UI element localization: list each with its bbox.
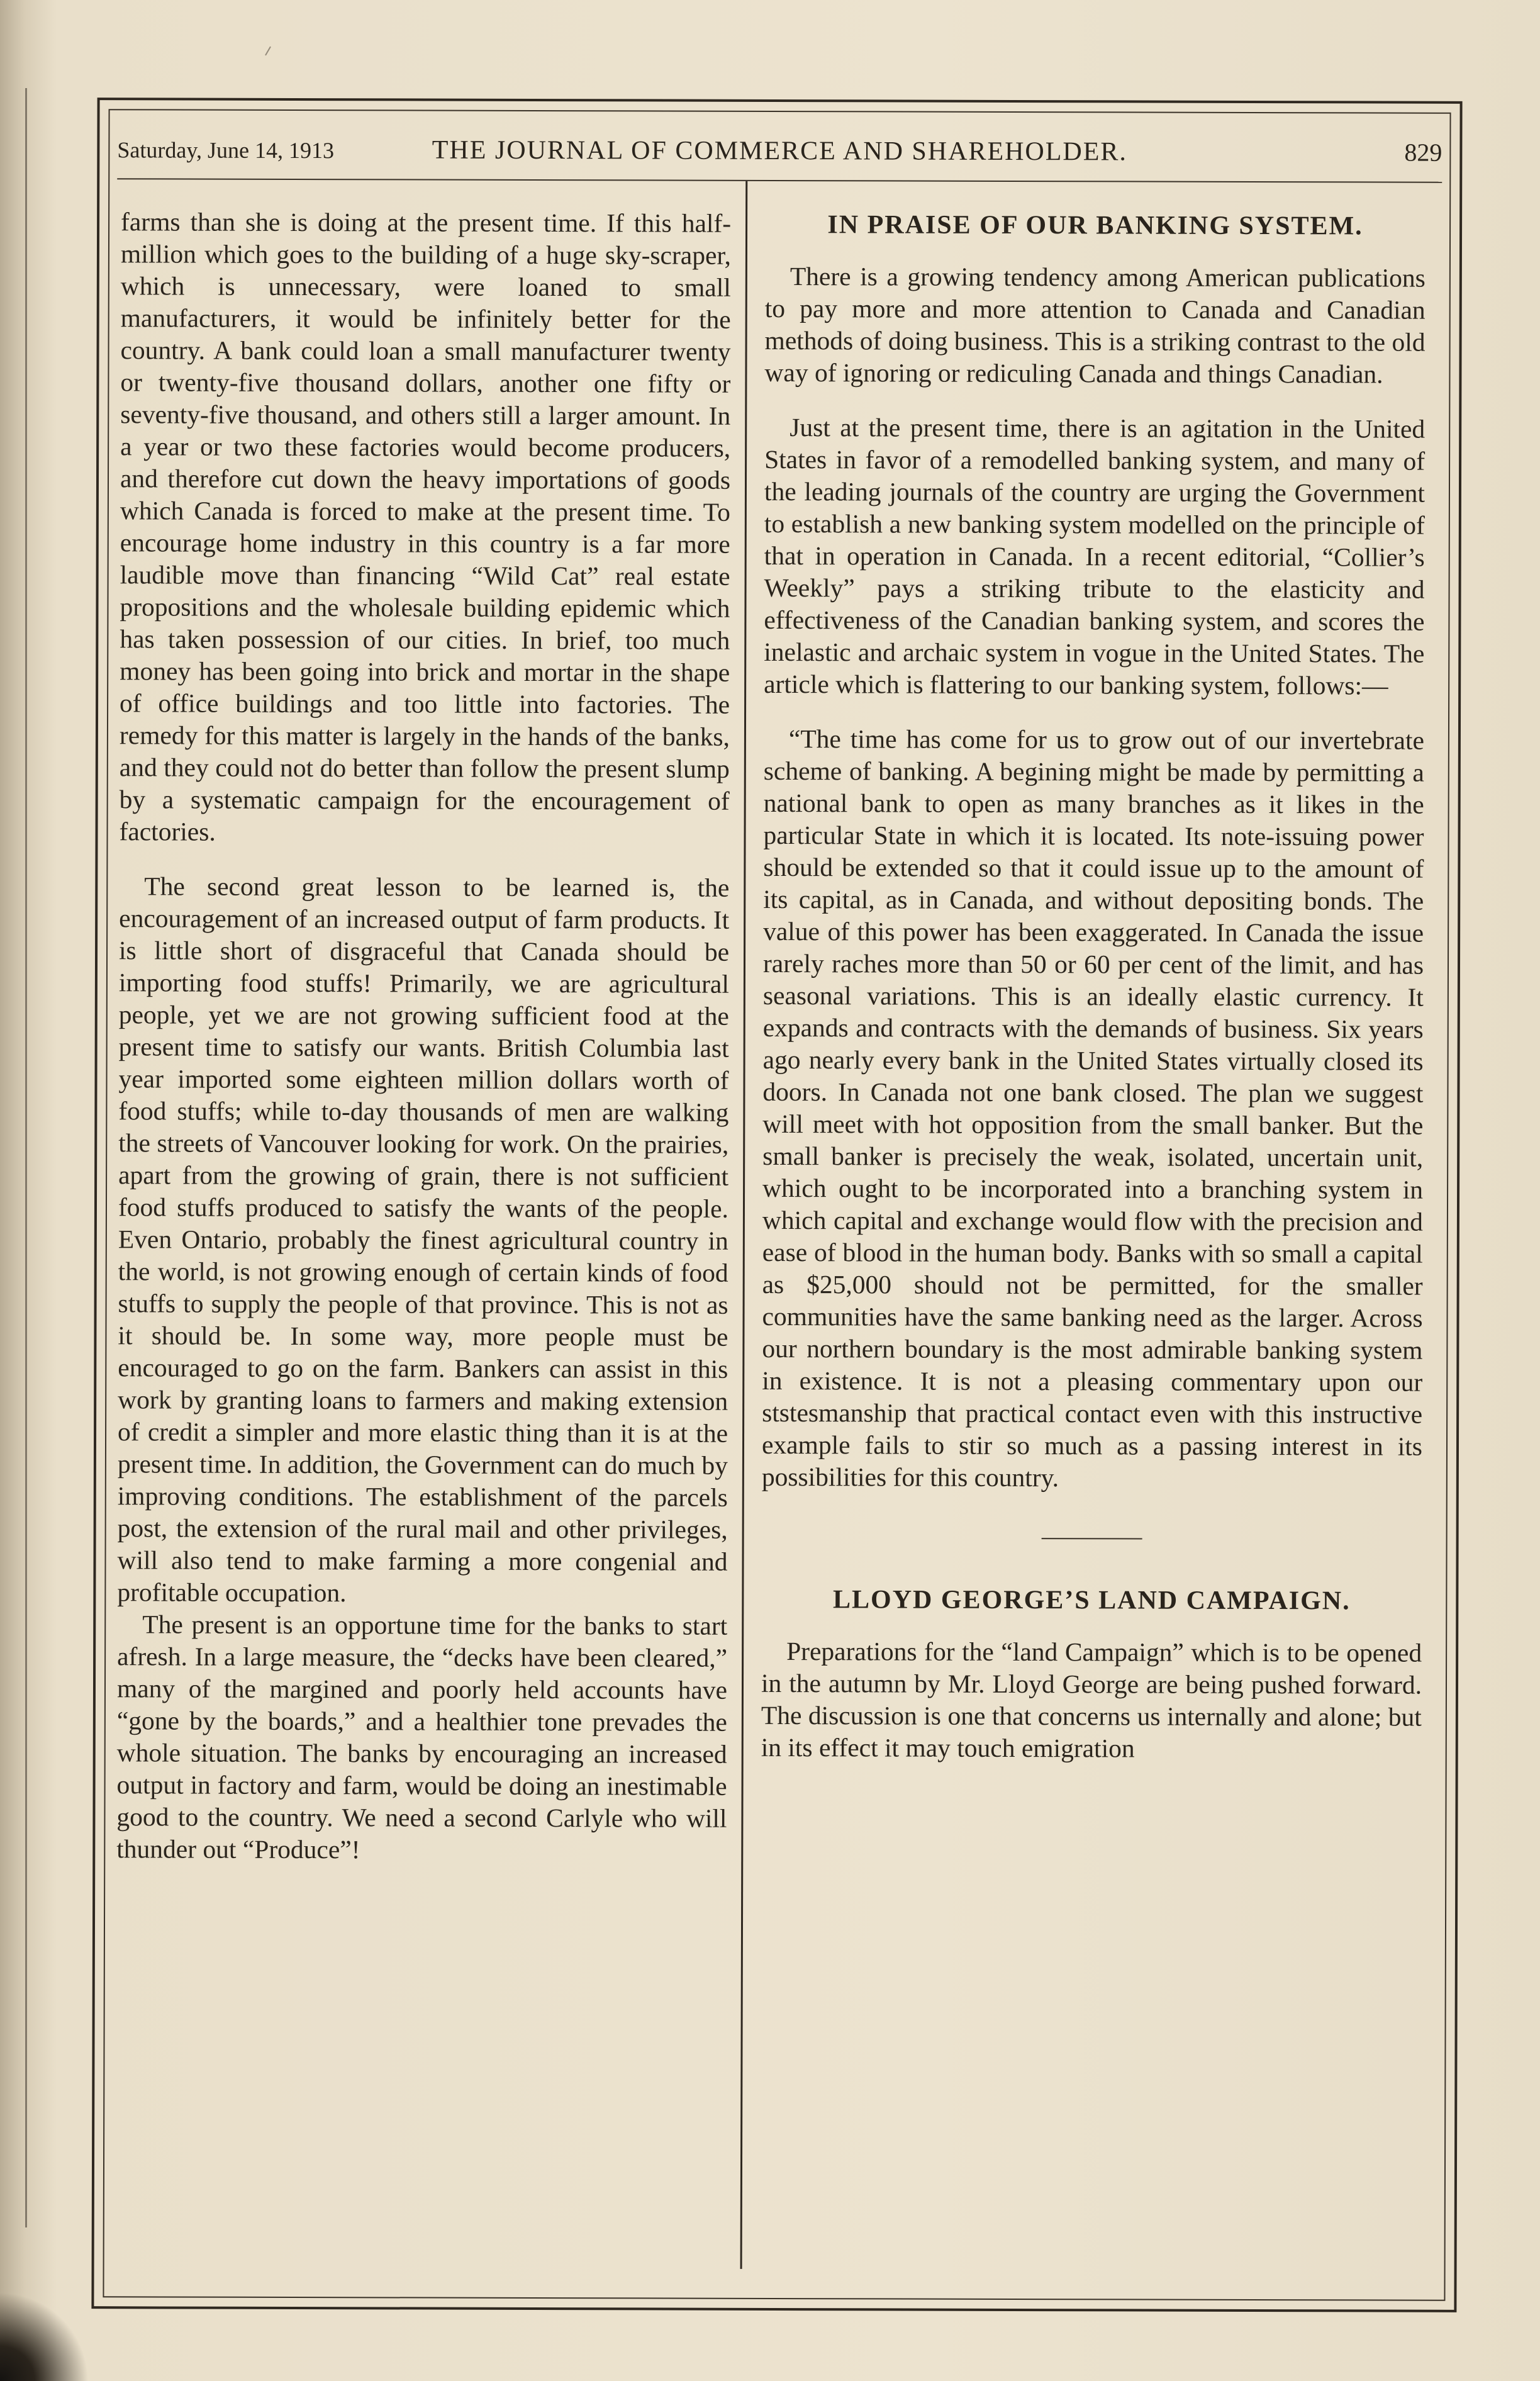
paragraph: The second great lesson to be learned is, the encouragement of an increased output of farm products. It is little short of disgraceful that Canada should be importing food stuffs! Primarily, we are agricultural people, yet we are not growing sufficient food at the present time to satisfy our wants. British Columbia last year imported some eighteen million dollars worth of food stuffs; while to-day thousands of men are walking the streets of Vancouver looking for work. On the prairies, apart from the growing of grain, there is not sufficient food stuffs produced to satisfy the wants of the people. Even Ontario, probably the finest agricultural country in the world, is not growing enough of certain kinds of food stuffs to supply the people of that province. This is not as it should be. In some way, more people must be encouraged to go on the farm. Bankers can assist in this work by granting loans to farmers and making extension of credit a simpler and more elastic thing than it is at the present time. In addition, the Government can do much by improving conditions. The establishment of the parcels post, the extension of the rural mail and other privileges, will also tend to make farming a more congenial and profitable occupation. (117, 871, 730, 1608)
page-frame (91, 98, 1462, 2312)
running-header (117, 125, 1442, 179)
article-heading-banking: IN PRAISE OF OUR BANKING SYSTEM. (827, 210, 1363, 241)
adjacent-page-edge (0, 88, 27, 2227)
issue-date: Saturday, June 14, 1913 (117, 137, 335, 164)
page-number: 829 (1404, 138, 1442, 167)
paragraph: The present is an opportune time for the banks to start afresh. In a large measure, the “decks have been cleared,” many of the margined and poorly held accounts have “gone by the boards,” and a healthier tone prevades the whole situation. The banks by encouraging an increased output in factory and farm, would be doing an inestimable good to the country. We need a second Carlyle who will thunder out “Produce”! (116, 1610, 728, 1864)
journal-title: THE JOURNAL OF COMMERCE AND SHAREHOLDER. (432, 135, 1128, 167)
left-column (116, 206, 731, 1867)
right-column (761, 208, 1426, 1766)
section-divider (1042, 1538, 1142, 1539)
article-heading-land-campaign: LLOYD GEORGE’S LAND CAMPAIGN. (833, 1585, 1351, 1616)
paragraph: Just at the present time, there is an agitation in the United States in favor of a remodelled banking system, and many of the leading journals of the country are urging the Government to establish a new banking system modelled on the principle of that in operation in Canada. In a recent editorial, “Collier’s Weekly” pays a striking tribute to the elasticity and effectiveness of the Canadian banking system, and scores the inelastic and archaic system in vogue in the United States. The article which is flattering to our banking system, follows:— (764, 413, 1426, 700)
paragraph: Preparations for the “land Campaign” which is to be opened in the autumn by Mr. Lloyd George are being pushed forward. The discussion is one that concerns us internally and alone; but in its effect it may touch emigration (761, 1637, 1422, 1763)
paragraph: There is a growing tendency among American publications to pay more and more attention to Canada and Canadian methods of doing business. This is a striking contrast to the old way of ignoring or rediculing Canada and things Canadian. (764, 262, 1426, 389)
quoted-paragraph: “The time has come for us to grow out of our invertebrate scheme of banking. A begining might be made by permitting a national bank to open as many branches as it likes in the particular State in which it is located. Its note-issuing power should be extended so that it could issue up to the amount of its capital, as in Canada, and without depositing bonds. The value of this power has been exaggerated. In Canada the issue rarely raches more than 50 or 60 per cent of the limit, and has seasonal variations. This is an ideally elastic currency. It expands and contracts with the demands of business. Six years ago nearly every bank in the United States virtually closed its doors. In Canada not one bank closed. The plan we suggest will meet with hot opposition from the small banker. But the small banker is precisely the weak, isolated, uncertain unit, which ought to be incorporated into a branching system in which capital and exchange would flow with the precision and ease of blood in the human body. Banks with so small a capital as $25,000 should not be permitted, for the smaller communities have the same banking need as the larger. Across our northern boundary is the most admirable banking system in existence. It is not a pleasing commentary upon our ststesmanship that practical contact even with this instructive example fails to stir so much as a passing interest in its possibilities for this country. (761, 724, 1424, 1493)
page-corner-shadow (0, 2255, 88, 2381)
paragraph: farms than she is doing at the present time. If this half-million which goes to the building of a huge sky-scraper, which is unnecessary, were loaned to small manufacturers, it would be infinitely better for the country. A bank could loan a small manufacturer twenty or twenty-five thousand dollars, another one fifty or seventy-five thousand, and others still a larger amount. In a year or two these factories would become producers, and therefore cut down the heavy importations of goods which Canada is forced to make at the present time. To encourage home industry in this country is a far more laudible move than financing “Wild Cat” real estate propositions and the wholesale building epidemic which has taken possession of our cities. In brief, too much money has been going into brick and mortar in the shape of office buildings and too little into factories. The remedy for this matter is largely in the hands of the banks, and they could not do better than follow the present slump by a systematic campaign for the encouragement of factories. (119, 207, 732, 846)
